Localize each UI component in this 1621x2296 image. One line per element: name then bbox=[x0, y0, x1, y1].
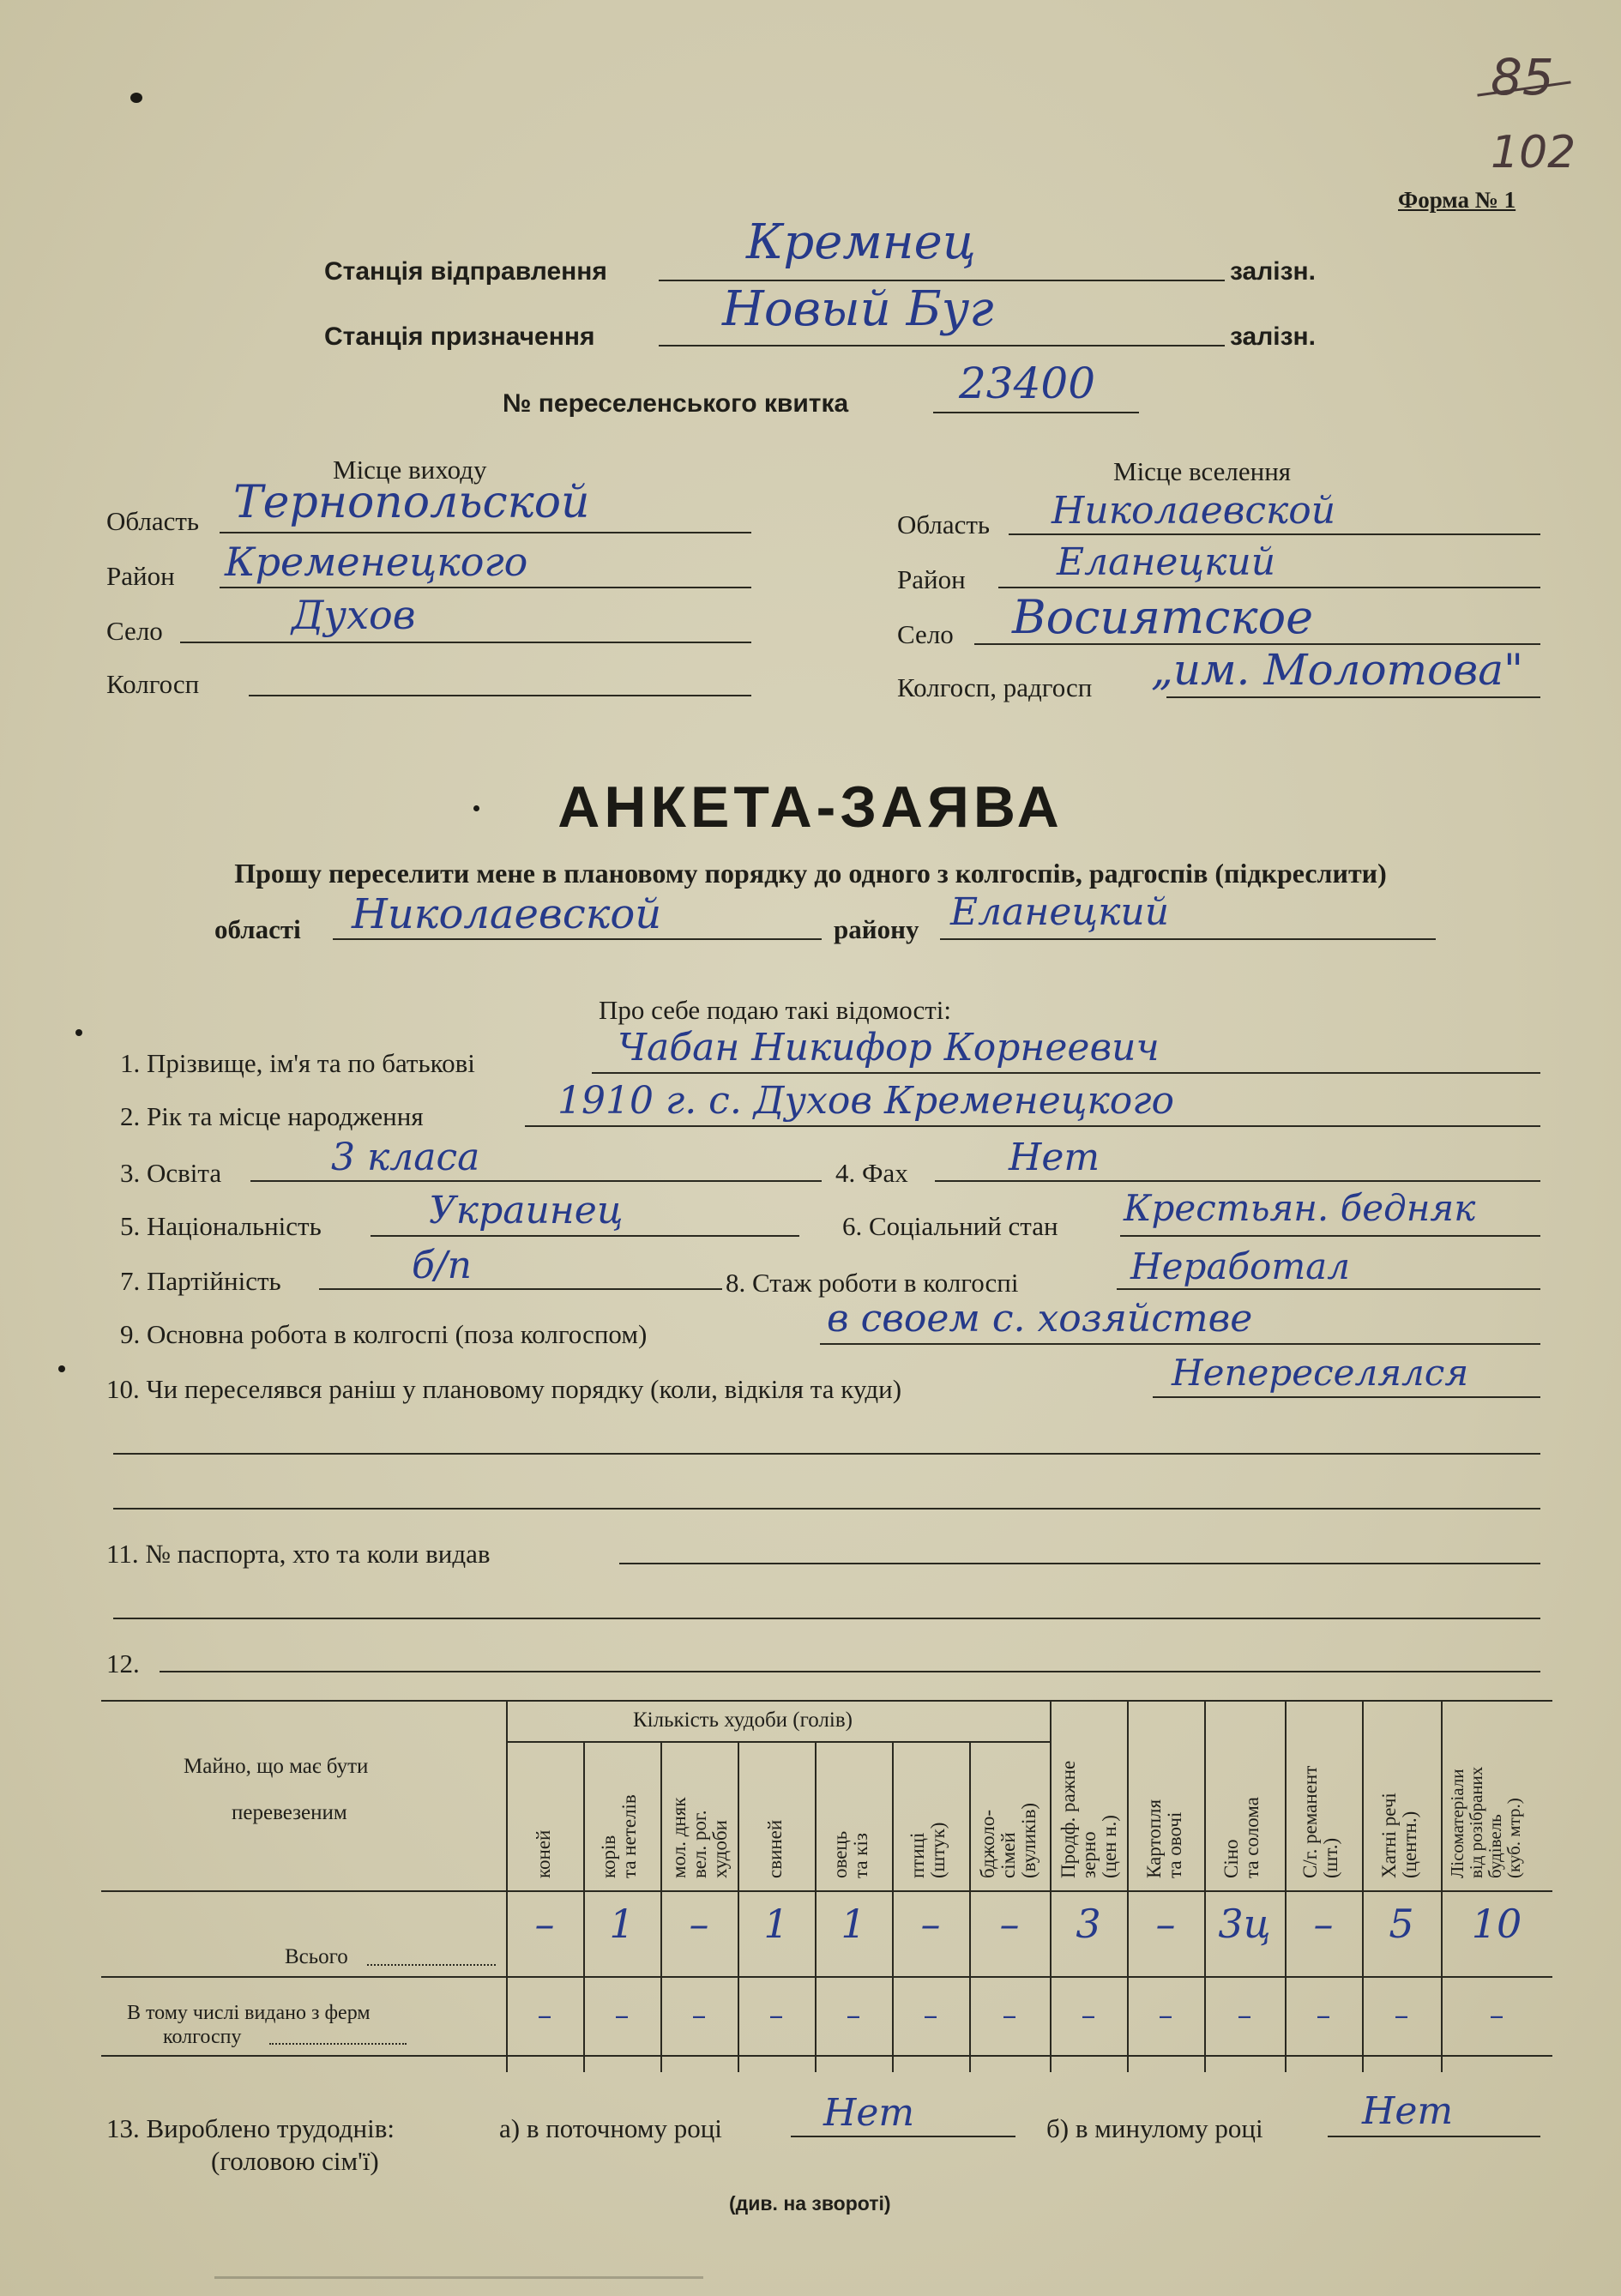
departure-station-label: Станція відправлення bbox=[324, 257, 607, 286]
field-5-value: Украинец bbox=[429, 1189, 624, 1232]
table-farm-bottom bbox=[101, 2055, 1552, 2057]
livestock-header: Кількість худоби (голів) bbox=[633, 1708, 853, 1732]
farm-value: – bbox=[768, 1998, 784, 2033]
table-total-bottom bbox=[101, 1976, 1552, 1978]
departure-station-value: Кремнец bbox=[746, 214, 976, 270]
field-8-label: 8. Стаж роботи в колгоспі bbox=[726, 1268, 1019, 1298]
dest-oblast-line bbox=[1009, 533, 1540, 535]
destination-station-line bbox=[659, 345, 1225, 347]
origin-kolhosp-label: Колгосп bbox=[106, 669, 200, 699]
workdays-current-label: а) в поточному році bbox=[499, 2113, 722, 2143]
col-header-household: Хатні речі (центн.) bbox=[1378, 1793, 1420, 1878]
origin-raion-label: Район bbox=[106, 561, 175, 591]
total-value: 1 bbox=[763, 1901, 789, 1947]
col-header-timber: Лісоматеріали від розібраних будівель (куб. мтр.) bbox=[1447, 1766, 1524, 1878]
dest-kolhosp-label: Колгосп, радгосп bbox=[897, 672, 1093, 702]
intro-text: Про себе подаю такі відомості: bbox=[599, 995, 952, 1025]
request-raion-line bbox=[940, 938, 1436, 940]
form-number: Форма № 1 bbox=[1398, 187, 1516, 213]
dest-oblast-label: Область bbox=[897, 509, 991, 539]
table-header-bottom bbox=[101, 1890, 1552, 1892]
total-value: – bbox=[920, 1901, 941, 1947]
field-2-line bbox=[525, 1125, 1540, 1127]
ticket-value: 23400 bbox=[959, 359, 1096, 408]
archive-number-new: 102 bbox=[1491, 127, 1576, 178]
col-header-potatoes: Картопля та овочі bbox=[1143, 1799, 1185, 1878]
see-reverse-note: (див. на звороті) bbox=[729, 2192, 891, 2215]
field-4-label: 4. Фах bbox=[835, 1158, 908, 1188]
field-11-label: 11. № паспорта, хто та коли видав bbox=[106, 1539, 491, 1569]
punch-mark bbox=[130, 93, 142, 103]
workdays-sublabel: (головою сім'ї) bbox=[211, 2146, 379, 2176]
field-11-line bbox=[619, 1563, 1540, 1564]
workdays-previous-label: б) в минулому році bbox=[1046, 2113, 1263, 2143]
farm-value: – bbox=[1394, 1998, 1409, 2033]
workdays-previous-value: Нет bbox=[1362, 2089, 1454, 2133]
field-9-label: 9. Основна робота в колгоспі (поза колгоспом) bbox=[120, 1319, 648, 1349]
col-header-young-cattle: мол. дняк вел. рог. худоби bbox=[668, 1797, 731, 1878]
origin-raion-line bbox=[220, 587, 751, 588]
field-3-line bbox=[250, 1180, 822, 1182]
origin-heading: Місце виходу bbox=[333, 455, 487, 485]
farm-dotted-leader bbox=[269, 2043, 407, 2045]
destination-heading: Місце вселення bbox=[1113, 456, 1292, 486]
field-7-label: 7. Партійність bbox=[120, 1266, 281, 1296]
field-10-value: Непереселялся bbox=[1172, 1352, 1469, 1394]
farm-value: – bbox=[1002, 1998, 1017, 2033]
request-oblast-label: області bbox=[214, 914, 301, 944]
request-raion-label: району bbox=[834, 914, 919, 944]
form-title: АНКЕТА-ЗАЯВА bbox=[557, 774, 1064, 840]
request-raion-value: Еланецкий bbox=[950, 890, 1170, 934]
dest-selo-label: Село bbox=[897, 619, 954, 649]
field-10-extra-line-1 bbox=[113, 1453, 1540, 1455]
field-5-line bbox=[371, 1235, 799, 1237]
farm-value: – bbox=[1081, 1998, 1096, 2033]
col-header-sheep: овець та кіз bbox=[829, 1830, 871, 1878]
field-9-value: в своем с. хозяйстве bbox=[827, 1297, 1253, 1341]
archive-number-old: 85 bbox=[1491, 48, 1554, 106]
origin-selo-label: Село bbox=[106, 616, 163, 646]
col-header-horses: коней bbox=[533, 1829, 554, 1878]
field-1-line bbox=[592, 1072, 1540, 1074]
ticket-label: № переселенського квитка bbox=[503, 389, 849, 418]
ticket-line bbox=[933, 412, 1139, 413]
col-header-tools: С/г. реманент (шт.) bbox=[1299, 1765, 1341, 1878]
field-12-label: 12. bbox=[106, 1648, 140, 1678]
dest-kolhosp-value: „им. Молотова" bbox=[1151, 645, 1524, 695]
property-header-line1: Майно, що має бути bbox=[184, 1755, 369, 1778]
request-oblast-value: Николаевской bbox=[352, 890, 662, 938]
field-12-line bbox=[160, 1671, 1540, 1672]
dest-kolhosp-line bbox=[1166, 696, 1540, 698]
destination-station-label: Станція призначення bbox=[324, 322, 595, 351]
field-1-label: 1. Прізвище, ім'я та по батькові bbox=[120, 1048, 475, 1078]
destination-station-value: Новый Буг bbox=[722, 281, 994, 337]
farm-value: – bbox=[1316, 1998, 1331, 2033]
farm-value: – bbox=[614, 1998, 630, 2033]
farm-value: – bbox=[1237, 1998, 1252, 2033]
field-3-value: 3 класа bbox=[331, 1136, 480, 1179]
field-8-value: Неработал bbox=[1130, 1245, 1350, 1287]
dest-raion-value: Еланецкий bbox=[1057, 540, 1276, 584]
col-header-pigs: свиней bbox=[764, 1819, 786, 1878]
total-value: 10 bbox=[1471, 1901, 1522, 1947]
total-value: – bbox=[689, 1901, 709, 1947]
field-6-label: 6. Соціальний стан bbox=[842, 1211, 1058, 1241]
field-7-value: б/п bbox=[412, 1244, 473, 1287]
field-2-label: 2. Рік та місце народження bbox=[120, 1101, 424, 1131]
farm-value: – bbox=[1158, 1998, 1173, 2033]
field-5-label: 5. Національність bbox=[120, 1211, 322, 1241]
total-value: – bbox=[1313, 1901, 1334, 1947]
farm-label-line1: В тому числі видано з ферм bbox=[127, 2002, 371, 2024]
farm-value: – bbox=[537, 1998, 552, 2033]
field-2-value: 1910 г. с. Духов Кременецкого bbox=[557, 1079, 1174, 1123]
dest-selo-value: Восиятское bbox=[1012, 590, 1314, 644]
origin-oblast-label: Область bbox=[106, 506, 200, 536]
origin-kolhosp-line bbox=[249, 695, 751, 696]
total-dotted-leader bbox=[367, 1964, 496, 1966]
punch-mark bbox=[75, 1029, 82, 1036]
field-11-extra-line bbox=[113, 1618, 1540, 1619]
total-value: – bbox=[1155, 1901, 1176, 1947]
field-4-line bbox=[935, 1180, 1540, 1182]
property-table bbox=[101, 1700, 1552, 2072]
field-10-line bbox=[1153, 1396, 1540, 1398]
field-8-line bbox=[1117, 1288, 1540, 1290]
total-value: – bbox=[999, 1901, 1020, 1947]
col-header-hay: Сіно та солома bbox=[1220, 1797, 1262, 1878]
field-10-extra-line-2 bbox=[113, 1508, 1540, 1510]
punch-mark bbox=[58, 1365, 65, 1372]
field-4-value: Нет bbox=[1009, 1136, 1100, 1179]
workdays-current-line bbox=[791, 2136, 1015, 2137]
field-1-value: Чабан Никифор Корнеевич bbox=[618, 1026, 1160, 1070]
origin-raion-value: Кременецкого bbox=[225, 539, 528, 585]
total-value: 3ц bbox=[1218, 1901, 1271, 1947]
origin-selo-value: Духов bbox=[292, 592, 416, 638]
col-header-cows: корів та нетелів bbox=[598, 1794, 640, 1878]
request-oblast-line bbox=[333, 938, 822, 940]
field-6-line bbox=[1120, 1235, 1540, 1237]
workdays-current-value: Нет bbox=[823, 2091, 915, 2135]
destination-rail-suffix: залізн. bbox=[1230, 322, 1316, 351]
printer-mark bbox=[214, 2276, 703, 2279]
dest-oblast-value: Николаевской bbox=[1052, 489, 1336, 533]
total-value: 5 bbox=[1389, 1901, 1414, 1947]
farm-label-line2: колгоспу bbox=[163, 2026, 242, 2048]
property-header-line2: перевезеним bbox=[232, 1801, 347, 1824]
col-header-poultry: птиці (штук) bbox=[907, 1822, 949, 1878]
col-header-beehives: бджоло- сімей (вуликів) bbox=[977, 1802, 1039, 1878]
request-line: Прошу переселити мене в плановому порядку до одного з колгоспів, радгоспів (підкреслити) bbox=[234, 858, 1387, 889]
farm-value: – bbox=[1489, 1998, 1504, 2033]
total-value: 1 bbox=[609, 1901, 635, 1947]
total-value: 1 bbox=[841, 1901, 866, 1947]
field-9-line bbox=[820, 1343, 1540, 1345]
farm-value: – bbox=[923, 1998, 938, 2033]
field-10-label: 10. Чи переселявся раніш у плановому порядку (коли, відкіля та куди) bbox=[106, 1374, 902, 1404]
field-6-value: Крестьян. бедняк bbox=[1124, 1187, 1476, 1229]
table-top-border bbox=[101, 1700, 1552, 1702]
farm-value: – bbox=[691, 1998, 707, 2033]
total-label: Всього bbox=[285, 1945, 348, 1968]
farm-value: – bbox=[846, 1998, 861, 2033]
col-header-grain: Продф. ражне зерно (цен н.) bbox=[1058, 1760, 1120, 1878]
field-3-label: 3. Освіта bbox=[120, 1158, 222, 1188]
departure-rail-suffix: залізн. bbox=[1230, 257, 1316, 286]
origin-oblast-value: Тернопольской bbox=[233, 477, 590, 528]
workdays-previous-line bbox=[1328, 2136, 1540, 2137]
total-value: – bbox=[534, 1901, 555, 1947]
field-7-line bbox=[319, 1288, 722, 1290]
origin-oblast-line bbox=[220, 532, 751, 533]
origin-selo-line bbox=[180, 642, 751, 643]
dest-raion-label: Район bbox=[897, 564, 966, 594]
dest-raion-line bbox=[998, 587, 1540, 588]
total-value: 3 bbox=[1076, 1901, 1101, 1947]
workdays-label: 13. Вироблено трудоднів: bbox=[106, 2113, 395, 2143]
table-livestock-sub bbox=[506, 1741, 1050, 1743]
